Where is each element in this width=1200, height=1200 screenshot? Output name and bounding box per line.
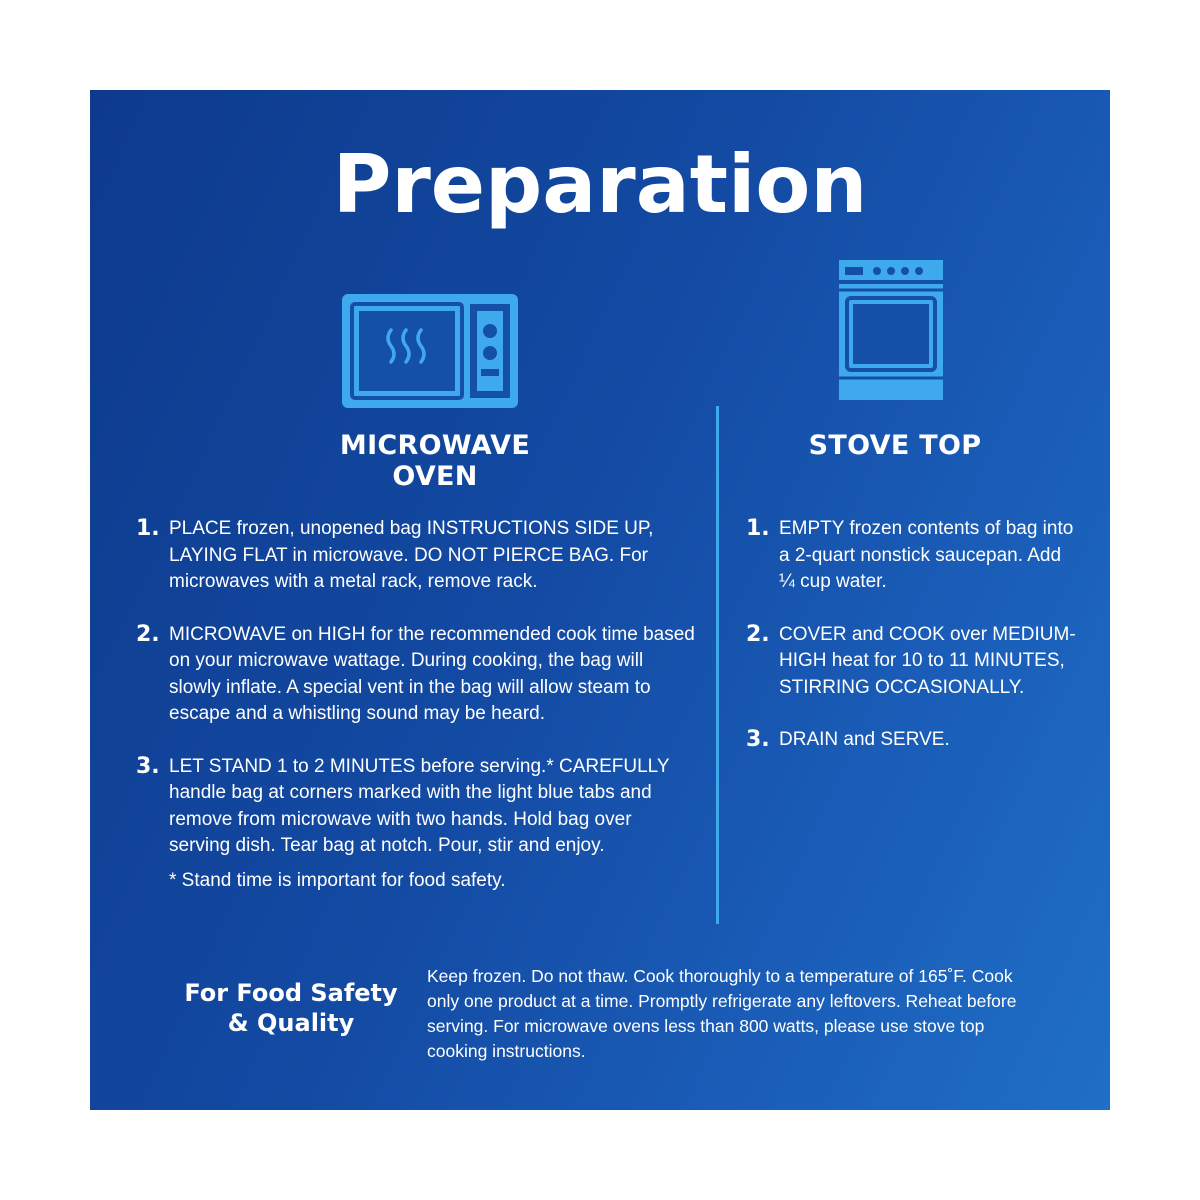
list-item <box>746 516 1076 596</box>
step-number: 2. <box>136 621 160 647</box>
step-text: DRAIN and SERVE. <box>779 729 950 750</box>
safety-title <box>170 978 412 1038</box>
page-title: Preparation <box>332 138 868 231</box>
safety-title-line: & Quality <box>227 1009 355 1037</box>
step-number: 3. <box>136 753 160 779</box>
preparation-panel <box>90 90 1110 1110</box>
step-number: 3. <box>746 727 770 752</box>
microwave-icon <box>340 292 520 410</box>
list-item <box>136 754 696 860</box>
microwave-steps <box>136 516 696 886</box>
step-text: EMPTY frozen contents of bag into a 2-quart nonstick saucepan. Add ¼ cup water. <box>779 518 1074 592</box>
step-text: LET STAND 1 to 2 MINUTES before serving.* CAREFULLY handle bag at corners marked with the light blue tabs and remove from microwave with two hands. Hold bag over serving dish. Tear bag at notch. Pour, stir and enjoy. <box>169 755 670 856</box>
list-item <box>746 622 1076 702</box>
step-text: MICROWAVE on HIGH for the recommended cook time based on your microwave wattage. During cooking, the bag will slowly inflate. A special vent in the bag will allow steam to escape and a whistling sound may be heard. <box>169 623 695 724</box>
step-text: PLACE frozen, unopened bag INSTRUCTIONS SIDE UP, LAYING FLAT in microwave. DO NOT PIERCE BAG. For microwaves with a metal rack, remove rack. <box>169 518 654 592</box>
list-item <box>136 622 696 728</box>
safety-text: Keep frozen. Do not thaw. Cook thoroughly to a temperature of 165˚F. Cook only one product at a time. Promptly refrigerate any leftovers. Reheat before serving. For microwave ovens less than 800 watts, please use stove top cooking instructions. <box>427 966 1017 1061</box>
stand-time-note: * Stand time is important for food safety. <box>169 870 506 891</box>
list-item <box>136 516 696 596</box>
safety-title-line: For Food Safety <box>184 979 398 1007</box>
step-number: 2. <box>746 621 770 647</box>
stove-heading: STOVE TOP <box>808 430 982 461</box>
microwave-heading: MICROWAVE OVEN <box>339 430 531 492</box>
stove-icon <box>837 258 945 402</box>
stove-steps <box>746 516 1076 780</box>
list-item <box>746 727 1076 754</box>
step-number: 1. <box>746 516 770 541</box>
step-text: COVER and COOK over MEDIUM-HIGH heat for 10 to 11 MINUTES, STIRRING OCCASIONALLY. <box>779 623 1076 698</box>
step-number: 1. <box>136 516 160 541</box>
column-divider <box>716 406 719 924</box>
